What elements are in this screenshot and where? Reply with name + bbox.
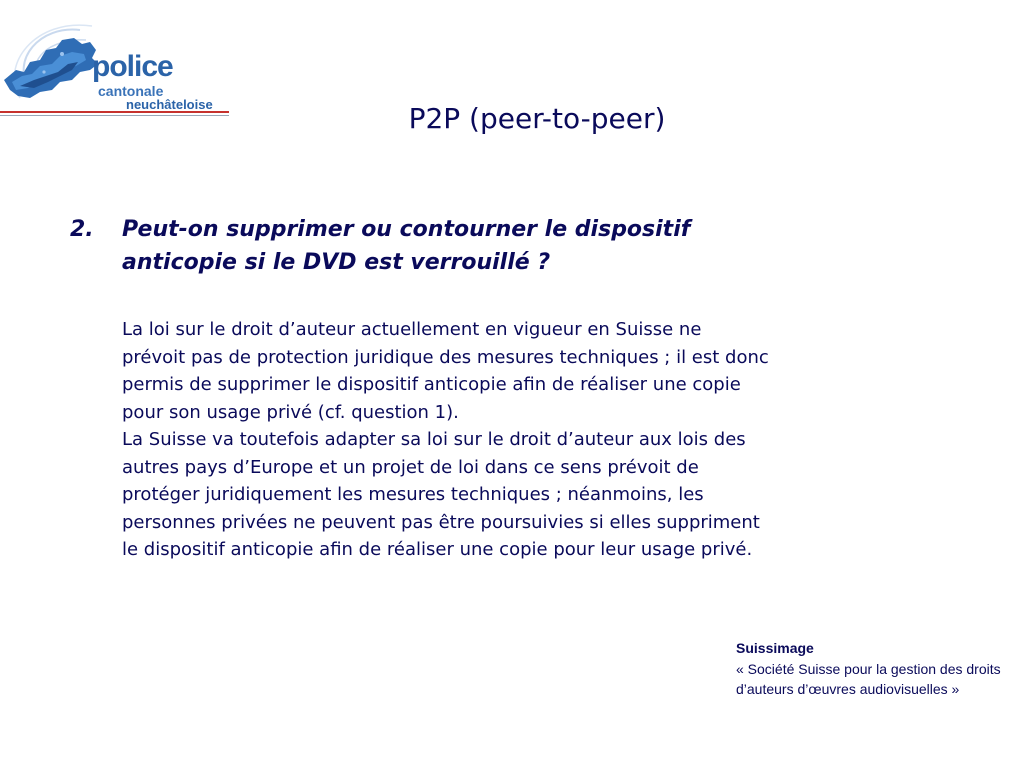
answer-paragraph-2: La Suisse va toutefois adapter sa loi sur le droit d’auteur aux lois des autres pays d’Europe et un projet de loi dans ce sens prévoit de protéger juridiquement les mesures techniques ; néanmoins, les personnes privées ne peuvent pas être poursuivies si elles suppriment le dispositif anticopie afin de réaliser une copie pour leur usage privé. <box>122 429 760 560</box>
source-note-description: « Société Suisse pour la gestion des droits d’auteurs d’œuvres audiovisuelles » <box>736 660 1001 697</box>
slide-title: P2P (peer-to-peer) <box>408 102 666 135</box>
source-note-title: Suissimage <box>736 640 814 656</box>
question-text: Peut-on supprimer ou contourner le dispositif anticopie si le DVD est verrouillé ? <box>122 217 691 275</box>
logo-wordmark: police <box>92 50 173 83</box>
logo-subtitle-neuchateloise: neuchâteloise <box>126 97 213 112</box>
answer-body <box>122 316 770 564</box>
question-number: 2. <box>70 217 94 242</box>
logo-subtitle-cantonale: cantonale <box>98 83 164 99</box>
answer-paragraph-1: La loi sur le droit d’auteur actuellement en vigueur en Suisse ne prévoit pas de protection juridique des mesures techniques ; il est donc permis de supprimer le dispositif anticopie afin de réaliser une copie pour son usage privé (cf. question 1). <box>122 319 769 423</box>
source-note <box>736 638 1006 700</box>
